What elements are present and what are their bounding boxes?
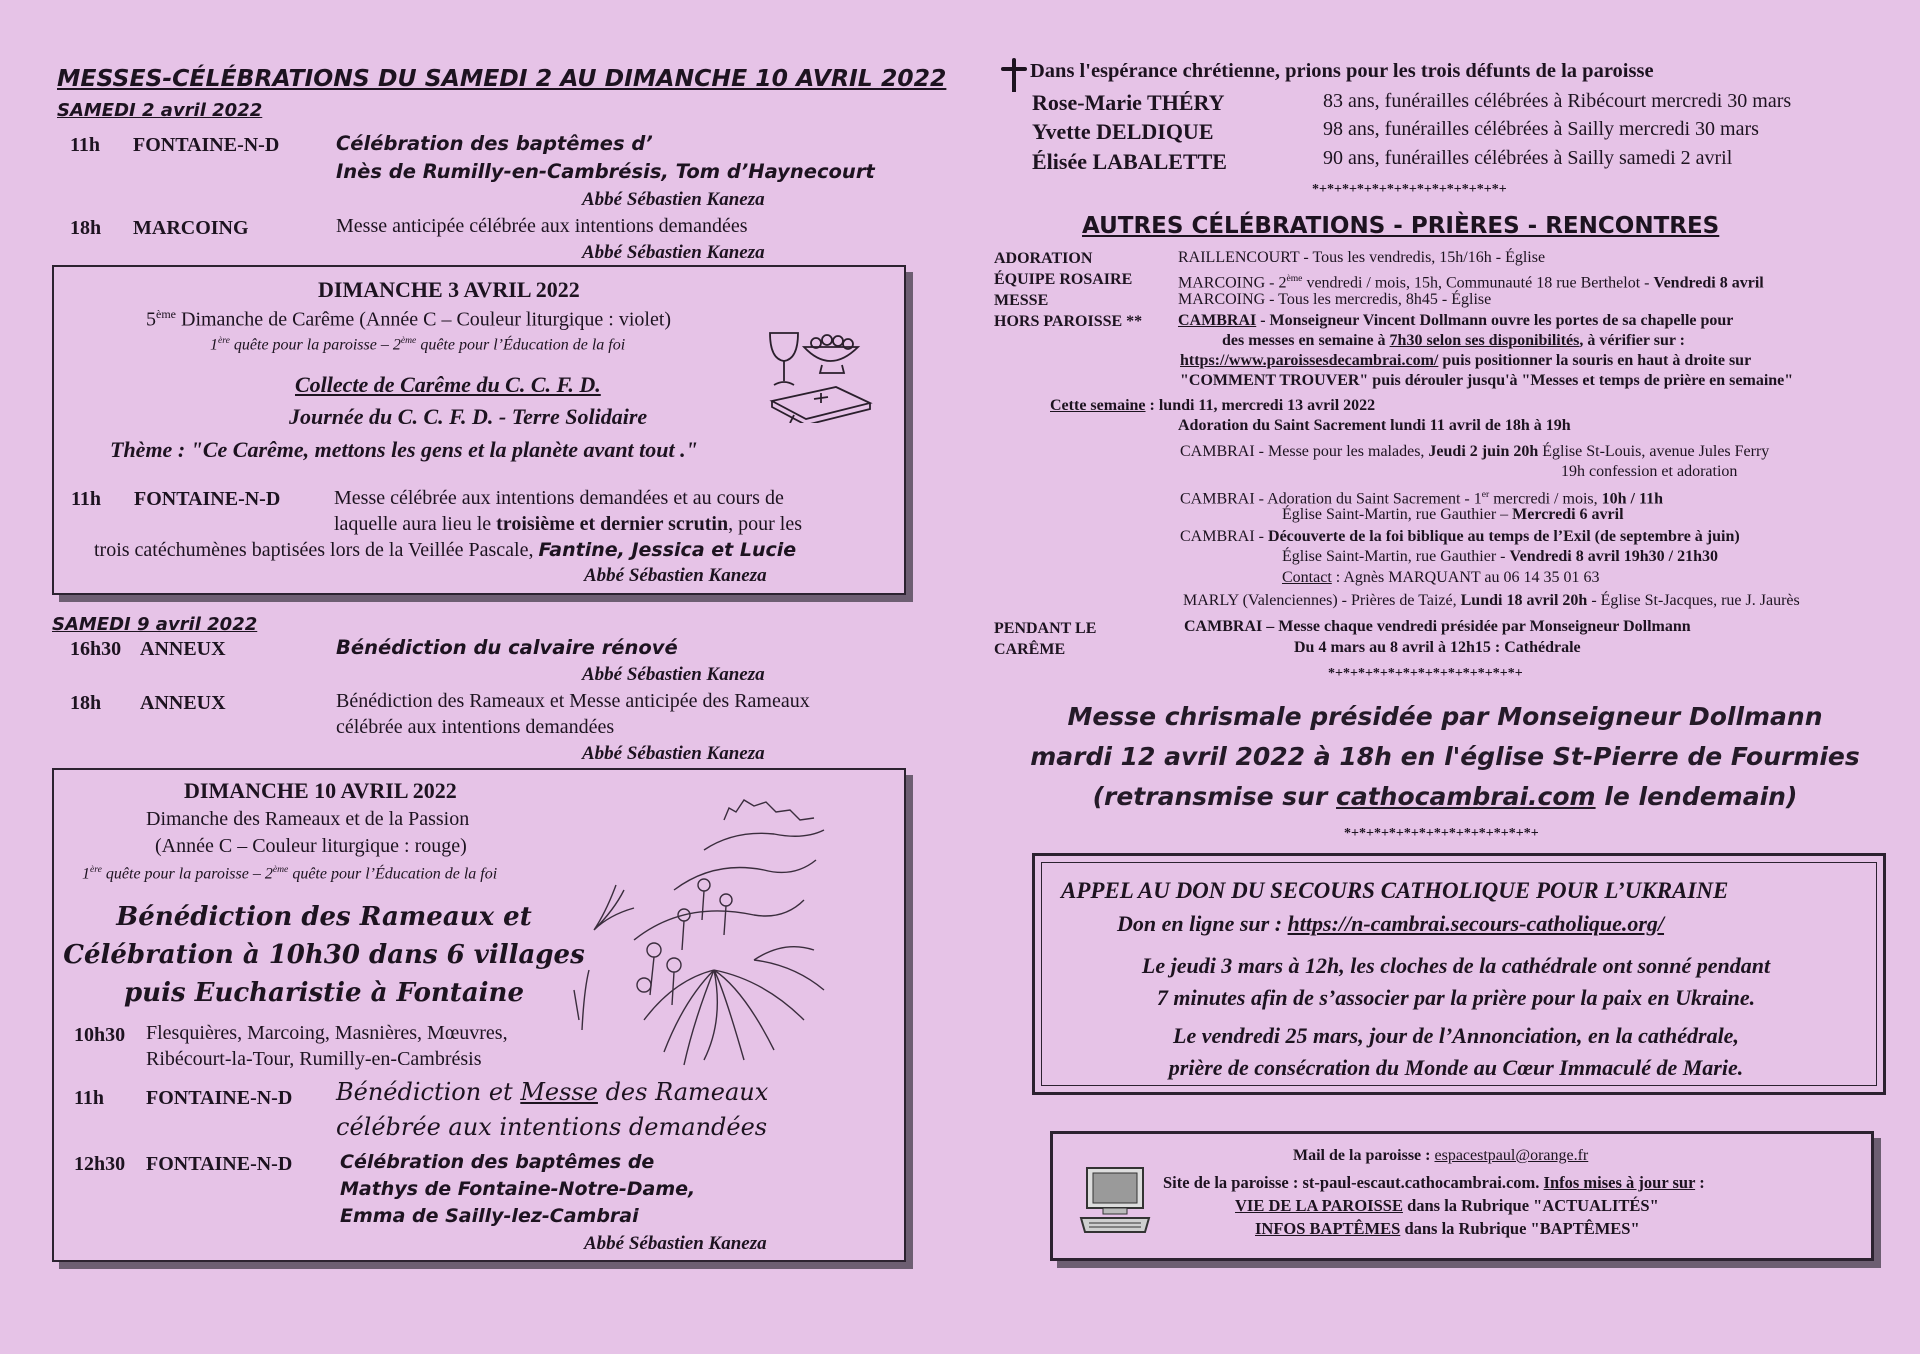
sunday-3-april-box: [52, 265, 906, 595]
time: 11h: [71, 488, 102, 510]
event-text: Messe anticipée célébrée aux intentions demandées: [336, 215, 748, 237]
event-text: Ribécourt-la-Tour, Rumilly-en-Cambrésis: [146, 1048, 482, 1070]
cathocambrai-link[interactable]: cathocambrai.com: [1336, 782, 1596, 811]
contact-text: Site de la paroisse : st-paul-escaut.cathocambrai.com. Infos mises à jour sur :: [1163, 1173, 1705, 1192]
section-text: des messes en semaine à 7h30 selon ses disponibilités, à vérifier sur :: [1222, 332, 1685, 349]
time: 16h30: [70, 638, 122, 660]
section-text: "COMMENT TROUVER" puis dérouler jusqu'à "Messes et temps de prière en semaine": [1180, 372, 1794, 389]
section-text: CAMBRAI - Découverte de la foi biblique au temps de l’Exil (de septembre à juin): [1180, 528, 1740, 545]
chrismale-announcement: Messe chrismale présidée par Monseigneur Dollmann mardi 12 avril 2022 à 18h en l'église St-Pierre de Fourmies (retransmise sur cathocambrai.com le lendemain): [1030, 702, 1860, 811]
event-text: Célébration des baptêmes d’: [336, 132, 653, 155]
event-text: laquelle aura lieu le troisième et dernier scrutin, pour les: [334, 513, 803, 535]
quete-line: 1ère quête pour la paroisse – 2ème quête pour l’Éducation de la foi: [210, 335, 626, 354]
autres-title: AUTRES CÉLÉBRATIONS - PRIÈRES - RENCONTRES: [1082, 213, 1720, 239]
section-label: PENDANT LE: [994, 620, 1097, 637]
deceased-info: 83 ans, funérailles célébrées à Ribécourt mercredi 30 mars: [1323, 90, 1792, 112]
separator: *+*+*+*+*+*+*+*+*+*+*+*+*+: [1344, 826, 1539, 841]
box-subtitle: (Année C – Couleur liturgique : rouge): [155, 835, 467, 857]
separator: *+*+*+*+*+*+*+*+*+*+*+*+*+: [1328, 666, 1523, 681]
event-text: célébrée aux intentions demandées: [336, 1113, 768, 1141]
chalice-bowl-book-illustration: [764, 327, 874, 423]
infos-baptemes-link[interactable]: INFOS BAPTÊMES: [1255, 1219, 1401, 1238]
place: FONTAINE-N-D: [134, 488, 281, 510]
event-text: Inès de Rumilly-en-Cambrésis, Tom d’Haynecourt: [336, 160, 875, 183]
box-title: DIMANCHE 10 AVRIL 2022: [184, 778, 457, 803]
deceased-name: Yvette DELDIQUE: [1032, 119, 1214, 144]
contact-text: Mail de la paroisse : espacestpaul@orange.fr: [1293, 1147, 1589, 1164]
section-text: MARLY (Valenciennes) - Prières de Taizé, Lundi 18 avril 20h - Église St-Jacques, rue J. Jaurès: [1183, 592, 1800, 609]
event-text: célébrée aux intentions demandées: [336, 716, 615, 738]
quete-line: 1ère quête pour la paroisse – 2ème quête pour l’Éducation de la foi: [82, 864, 498, 883]
place: ANNEUX: [140, 692, 226, 714]
section-text: CAMBRAI - Messe pour les malades, Jeudi 2 juin 20h Église St-Louis, avenue Jules Ferry: [1180, 443, 1770, 460]
section-label: MESSE: [994, 292, 1049, 309]
priest-name: Abbé Sébastien Kaneza: [584, 565, 767, 586]
appeal-text: Le jeudi 3 mars à 12h, les cloches de la cathédrale ont sonné pendant 7 minutes afin de s’associer par la prière pour la paix en Ukraine. Le vendredi 25 mars, jour de l’Annonciation, en la cathédrale, prière de consécration du Monde au Cœur Immaculé de Marie.: [1141, 953, 1771, 1080]
deceased-intro: Dans l'espérance chrétienne, prions pour les trois défunts de la paroisse: [1030, 60, 1654, 82]
mail-link[interactable]: espacestpaul@orange.fr: [1434, 1147, 1589, 1164]
deceased-info: 98 ans, funérailles célébrées à Sailly mercredi 30 mars: [1323, 118, 1759, 140]
section-text: https://www.paroissesdecambrai.com/ puis positionner la souris en haut à droite sur: [1180, 352, 1752, 369]
cross-icon: [1000, 58, 1028, 94]
time: 11h: [74, 1087, 105, 1109]
event-text: Célébration des baptêmes de: [340, 1151, 655, 1173]
section-text: Adoration du Saint Sacrement lundi 11 avril de 18h à 19h: [1178, 417, 1571, 434]
event-text: trois catéchumènes baptisées lors de la Veillée Pascale, Fantine, Jessica et Lucie: [94, 539, 797, 561]
section-text: CAMBRAI - Monseigneur Vincent Dollmann ouvre les portes de sa chapelle pour: [1178, 312, 1734, 329]
place: ANNEUX: [140, 638, 226, 660]
priest-name: Abbé Sébastien Kaneza: [582, 189, 765, 210]
deceased-name: Rose-Marie THÉRY: [1032, 90, 1225, 115]
event-text: Bénédiction et Messe des Rameaux: [336, 1078, 769, 1106]
place: MARCOING: [133, 217, 249, 239]
appeal-don-line: Don en ligne sur : https://n-cambrai.secours-catholique.org/: [1117, 911, 1665, 936]
section-text: MARCOING - 2ème vendredi / mois, 15h, Communauté 18 rue Berthelot - Vendredi 8 avril: [1178, 273, 1764, 292]
time: 11h: [70, 134, 101, 156]
section-text: MARCOING - Tous les mercredis, 8h45 - Église: [1178, 291, 1492, 308]
contact-text: VIE DE LA PAROISSE dans la Rubrique "ACTUALITÉS": [1235, 1196, 1659, 1215]
deceased-info: 90 ans, funérailles célébrées à Sailly samedi 2 avril: [1323, 147, 1733, 169]
date-sat-2: SAMEDI 2 avril 2022: [57, 100, 263, 121]
event-text: Bénédiction des Rameaux et Messe anticipée des Rameaux: [336, 690, 810, 712]
section-text: Église Saint-Martin, rue Gauthier - Vendredi 8 avril 19h30 / 21h30: [1282, 548, 1718, 565]
journee-heading: Journée du C. C. F. D. - Terre Solidaire: [289, 404, 648, 429]
sunday-10-april-box: [52, 768, 906, 1262]
date-sat-9: SAMEDI 9 avril 2022: [52, 614, 258, 635]
deceased-name: Élisée LABALETTE: [1032, 149, 1227, 174]
priest-name: Abbé Sébastien Kaneza: [582, 242, 765, 263]
event-text: Mathys de Fontaine-Notre-Dame,: [340, 1178, 696, 1200]
paroisses-link[interactable]: https://www.paroissesdecambrai.com/: [1180, 352, 1439, 369]
computer-icon: [1077, 1166, 1153, 1238]
section-text: RAILLENCOURT - Tous les vendredis, 15h/16h - Église: [1178, 249, 1546, 266]
contact-box: [1050, 1131, 1874, 1261]
ukraine-appeal-box: [1032, 853, 1886, 1095]
vie-paroisse-link[interactable]: VIE DE LA PAROISSE: [1235, 1196, 1403, 1215]
theme-heading: Thème : "Ce Carême, mettons les gens et la planète avant tout .": [110, 437, 698, 462]
section-text: CAMBRAI - Adoration du Saint Sacrement - 1er mercredi / mois, 10h / 11h: [1180, 489, 1663, 508]
contact-text: INFOS BAPTÊMES dans la Rubrique "BAPTÊMES": [1255, 1219, 1640, 1238]
big-announcement: Bénédiction des Rameaux et Célébration à 10h30 dans 6 villages puis Eucharistie à Fontaine: [63, 902, 585, 1008]
priest-name: Abbé Sébastien Kaneza: [584, 1233, 767, 1254]
event-text: Messe célébrée aux intentions demandées et au cours de: [334, 487, 784, 509]
section-text: Église Saint-Martin, rue Gauthier – Mercredi 6 avril: [1282, 506, 1624, 523]
time: 18h: [70, 217, 102, 239]
section-text: Cette semaine : lundi 11, mercredi 13 avril 2022: [1050, 397, 1376, 414]
section-label: CARÊME: [994, 641, 1066, 658]
secours-catholique-link[interactable]: https://n-cambrai.secours-catholique.org/: [1287, 911, 1665, 936]
separator: *+*+*+*+*+*+*+*+*+*+*+*+*+: [1312, 182, 1507, 197]
priest-name: Abbé Sébastien Kaneza: [582, 664, 765, 685]
section-text: CAMBRAI – Messe chaque vendredi présidée par Monseigneur Dollmann: [1184, 618, 1691, 635]
appeal-title: APPEL AU DON DU SECOURS CATHOLIQUE POUR L’UKRAINE: [1061, 878, 1729, 903]
time: 10h30: [74, 1024, 126, 1046]
box-subtitle: Dimanche des Rameaux et de la Passion: [146, 808, 470, 830]
section-label: HORS PAROISSE **: [994, 313, 1143, 330]
event-text: Emma de Sailly-lez-Cambrai: [340, 1205, 639, 1227]
section-label: ADORATION: [994, 250, 1093, 267]
box-subtitle: 5ème Dimanche de Carême (Année C – Couleur liturgique : violet): [146, 307, 672, 331]
priest-name: Abbé Sébastien Kaneza: [582, 743, 765, 764]
section-text: Du 4 mars au 8 avril à 12h15 : Cathédrale: [1294, 639, 1581, 656]
event-text: Bénédiction du calvaire rénové: [336, 636, 678, 659]
time: 12h30: [74, 1153, 126, 1175]
bowl-icon: [804, 335, 858, 373]
section-label: ÉQUIPE ROSAIRE: [994, 271, 1133, 288]
place: FONTAINE-N-D: [146, 1153, 293, 1175]
chalice-icon: [770, 333, 798, 385]
palm-procession-illustration: [554, 790, 894, 1070]
time: 18h: [70, 692, 102, 714]
main-title: MESSES-CÉLÉBRATIONS DU SAMEDI 2 AU DIMANCHE 10 AVRIL 2022: [57, 64, 947, 92]
box-title: DIMANCHE 3 AVRIL 2022: [318, 277, 580, 302]
section-text: Contact : Agnès MARQUANT au 06 14 35 01 63: [1282, 569, 1600, 586]
collecte-heading: Collecte de Carême du C. C. F. D.: [295, 372, 601, 397]
book-icon: [772, 387, 870, 423]
place: FONTAINE-N-D: [133, 134, 280, 156]
event-text: Flesquières, Marcoing, Masnières, Mœuvres,: [146, 1022, 508, 1044]
place: FONTAINE-N-D: [146, 1087, 293, 1109]
section-text: 19h confession et adoration: [1561, 463, 1738, 480]
